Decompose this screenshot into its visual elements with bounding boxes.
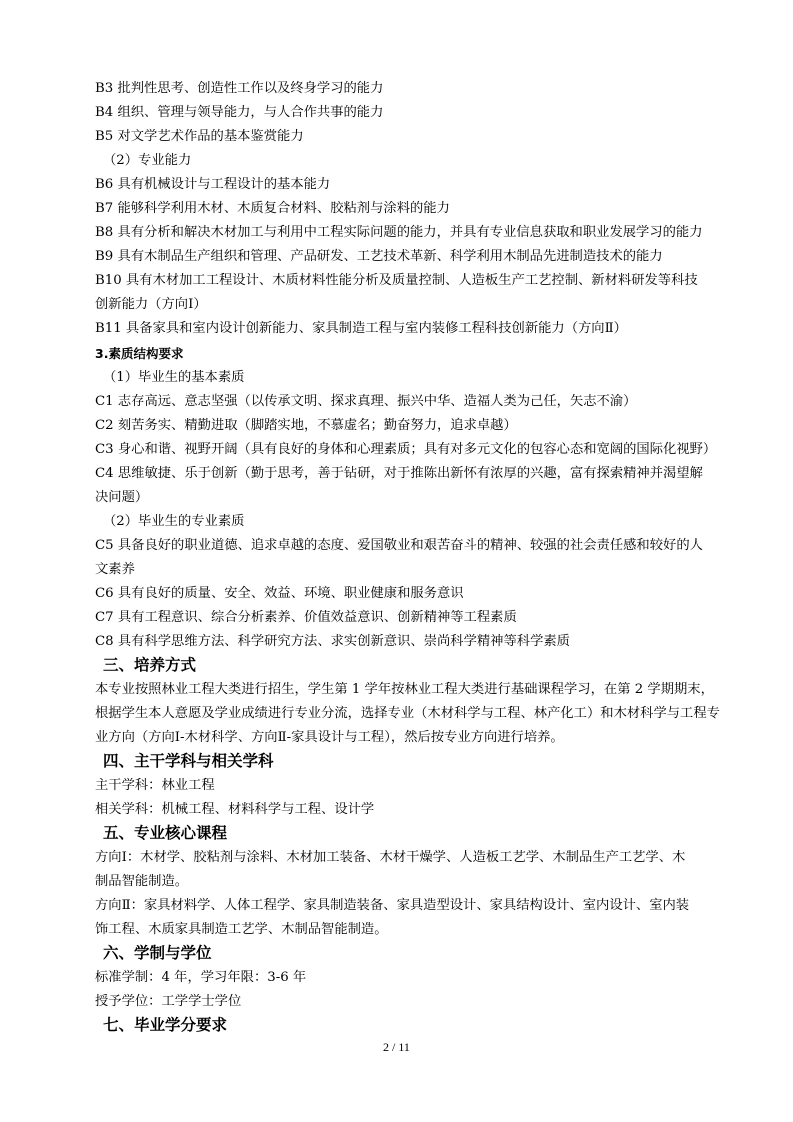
section-5-title: 五、专业核心课程 — [103, 824, 228, 842]
ability-b6: B6 具有机械设计与工程设计的基本能力 — [95, 177, 331, 192]
subheading-professional-quality: （2）毕业生的专业素质 — [103, 514, 245, 529]
subheading-basic-quality: （1）毕业生的基本素质 — [103, 370, 245, 385]
ability-b8: B8 具有分析和解决木材加工与利用中工程实际问题的能力，并具有专业信息获取和职业发展学习的能力 — [95, 225, 703, 240]
quality-c3: C3 身心和谐、视野开阔（具有良好的身体和心理素质；具有对多元文化的包容心态和宽阔的国际化视野） — [95, 442, 717, 457]
ability-b11: B11 具备家具和室内设计创新能力、家具制造工程与室内装修工程科技创新能力（方向Ⅱ） — [95, 321, 627, 336]
direction-2-courses: 方向Ⅱ：家具材料学、人体工程学、家具制造装备、家具造型设计、家具结构设计、室内设计、室内装 — [95, 898, 690, 913]
quality-c4: C4 思维敏捷、乐于创新（勤于思考，善于钻研，对于推陈出新怀有浓厚的兴趣，富有探索精神并渴望解 — [95, 466, 703, 481]
section-3-para-line1: 本专业按照林业工程大类进行招生，学生第 1 学年按林业工程大类进行基础课程学习，在第 2 学期期末， — [95, 682, 714, 697]
subheading-professional-ability: （2）专业能力 — [103, 153, 192, 168]
quality-c7: C7 具有工程意识、综合分析素养、价值效益意识、创新精神等工程素质 — [95, 610, 517, 625]
ability-b10-cont: 创新能力（方向Ⅰ） — [95, 297, 207, 312]
ability-b7: B7 能够科学利用木材、木质复合材料、胶粘剂与涂料的能力 — [95, 201, 450, 216]
direction-1-courses-cont: 制品智能制造。 — [95, 874, 189, 889]
ability-b9: B9 具有木制品生产组织和管理、产品研发、工艺技术革新、科学利用木制品先进制造技术的能力 — [95, 249, 663, 264]
quality-c2: C2 刻苦务实、精勤进取（脚踏实地，不慕虚名；勤奋努力，追求卓越） — [95, 418, 517, 433]
ability-b10: B10 具有木材加工工程设计、木质材料性能分析及质量控制、人造板生产工艺控制、新材料研发等科技 — [95, 273, 698, 288]
quality-c5: C5 具备良好的职业道德、追求卓越的态度、爱国敬业和艰苦奋斗的精神、较强的社会责任感和较好的人 — [95, 538, 703, 553]
study-duration: 标准学制：4 年，学习年限：3-6 年 — [95, 970, 307, 985]
direction-2-courses-cont: 饰工程、木质家具制造工艺学、木制品智能制造。 — [95, 922, 388, 937]
ability-b4: B4 组织、管理与领导能力，与人合作共事的能力 — [95, 105, 384, 120]
quality-c1: C1 志存高远、意志坚强（以传承文明、探求真理、振兴中华、造福人类为己任，矢志不渝） — [95, 394, 637, 409]
ability-b3: B3 批判性思考、创造性工作以及终身学习的能力 — [95, 81, 384, 96]
section-4-title: 四、主干学科与相关学科 — [103, 752, 274, 770]
main-discipline: 主干学科：林业工程 — [95, 778, 215, 793]
section-7-title: 七、毕业学分要求 — [103, 1016, 228, 1034]
quality-c8: C8 具有科学思维方法、科学研究方法、求实创新意识、崇尚科学精神等科学素质 — [95, 634, 570, 649]
degree-awarded: 授予学位：工学学士学位 — [95, 994, 242, 1009]
section-6-title: 六、学制与学位 — [103, 944, 212, 962]
section-3-para-line2: 根据学生本人意愿及学业成绩进行专业分流，选择专业（木材科学与工程、林产化工）和木材科学与工程专 — [95, 706, 720, 721]
section-3-para-line3: 业方向（方向Ⅰ-木材科学、方向Ⅱ-家具设计与工程），然后按专业方向进行培养。 — [95, 730, 564, 745]
ability-b5: B5 对文学艺术作品的基本鉴赏能力 — [95, 129, 304, 144]
heading-quality-requirements: 3.素质结构要求 — [95, 346, 184, 361]
quality-c5-cont: 文素养 — [95, 562, 135, 577]
page-number: 2 / 11 — [383, 1040, 410, 1054]
quality-c4-cont: 决问题） — [95, 490, 149, 505]
quality-c6: C6 具有良好的质量、安全、效益、环境、职业健康和服务意识 — [95, 586, 464, 601]
related-disciplines: 相关学科：机械工程、材料科学与工程、设计学 — [95, 802, 375, 817]
section-3-title: 三、培养方式 — [103, 656, 197, 674]
direction-1-courses: 方向Ⅰ：木材学、胶粘剂与涂料、木材加工装备、木材干燥学、人造板工艺学、木制品生产工艺学、木 — [95, 850, 686, 865]
